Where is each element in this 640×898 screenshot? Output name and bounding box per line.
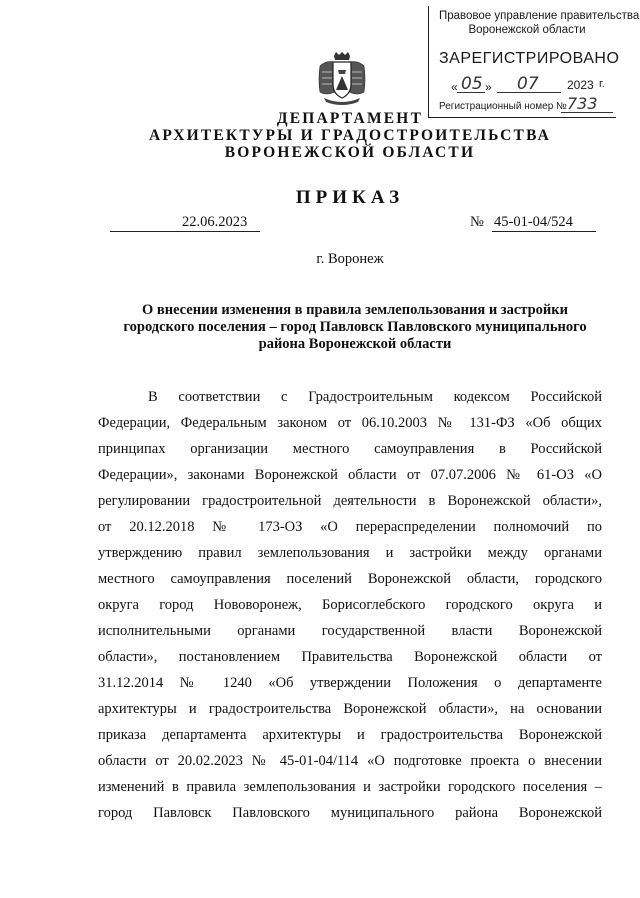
body-line: В соответствии с Градостроительным кодексом Российской (148, 389, 602, 405)
body-line: 31.12.2014 № 1240 «Об утверждении Положения о департаменте (98, 675, 602, 691)
department-heading-line2: АРХИТЕКТУРЫ И ГРАДОСТРОИТЕЛЬСТВА (148, 127, 552, 144)
stamp-reg-number: 733 (567, 94, 598, 113)
order-number: 45-01-04/524 (494, 214, 573, 230)
body-line: области от 20.02.2023 № 45-01-04/114 «О подготовке проекта о внесении (98, 753, 602, 769)
body-line: Федерации», законами Воронежской области от 07.07.2006 № 61-ОЗ «О (98, 467, 602, 483)
order-date: 22.06.2023 (182, 214, 248, 230)
stamp-authority-line2: Воронежской области (468, 24, 586, 36)
stamp-open-quote: « (451, 80, 458, 94)
body-line: области», постановлением Правительства Воронежской области от (98, 649, 602, 665)
body-line: округа город Нововоронеж, Борисоглебского городского округа и (98, 597, 602, 613)
body-line: город Павловск Павловского муниципального района Воронежской (98, 805, 602, 821)
coat-of-arms-icon (316, 52, 368, 106)
stamp-reg-label: Регистрационный номер № (439, 101, 567, 112)
body-line: регулировании градостроительной деятельности в Воронежской области», (98, 493, 602, 509)
body-line: Федерации, Федеральным законом от 06.10.2003 № 131-ФЗ «Об общих (98, 415, 602, 431)
stamp-registered-title: ЗАРЕГИСТРИРОВАНО (439, 50, 620, 67)
body-line: принципах организации местного самоуправления в Российской (98, 441, 602, 457)
stamp-authority-line1: Правовое управление правительства (439, 10, 640, 22)
stamp-month-underline (497, 92, 561, 93)
stamp-year: 2023 (567, 78, 594, 92)
stamp-close-quote: » (485, 80, 492, 94)
stamp-month: 07 (517, 74, 539, 94)
order-subject-line2: городского поселения – город Павловск Павловского муниципального (123, 319, 587, 335)
body-line: исполнительными органами государственной власти Воронежской (98, 623, 602, 639)
stamp-year-suffix: г. (599, 78, 605, 90)
body-line: приказа департамента архитектуры и градостроительства Воронежской (98, 727, 602, 743)
body-line: утверждению правил землепользования и застройки между органами (98, 545, 602, 561)
registration-stamp (428, 6, 640, 118)
body-line: изменений в правила землепользования и застройки городского поселения – (98, 779, 602, 795)
stamp-day: 05 (461, 74, 483, 94)
stamp-day-underline (457, 92, 485, 93)
order-subject-line1: О внесении изменения в правила землепользования и застройки (141, 302, 568, 318)
order-date-underline (110, 231, 260, 232)
order-number-underline (492, 231, 596, 232)
body-line: местного самоуправления поселений Воронежской области, городского (98, 571, 602, 587)
department-heading-line3: ВОРОНЕЖСКОЙ ОБЛАСТИ (224, 144, 476, 161)
body-line: архитектуры и градостроительства Воронежской области», на основании (98, 701, 602, 717)
order-number-sign: № (470, 214, 484, 230)
body-line: от 20.12.2018 № 173-ОЗ «О перераспределении полномочий по (98, 519, 602, 535)
order-subject-line3: района Воронежской области (258, 336, 452, 352)
order-city: г. Воронеж (316, 251, 384, 267)
order-title: ПРИКАЗ (295, 187, 405, 208)
department-heading-line1: ДЕПАРТАМЕНТ (276, 110, 424, 127)
